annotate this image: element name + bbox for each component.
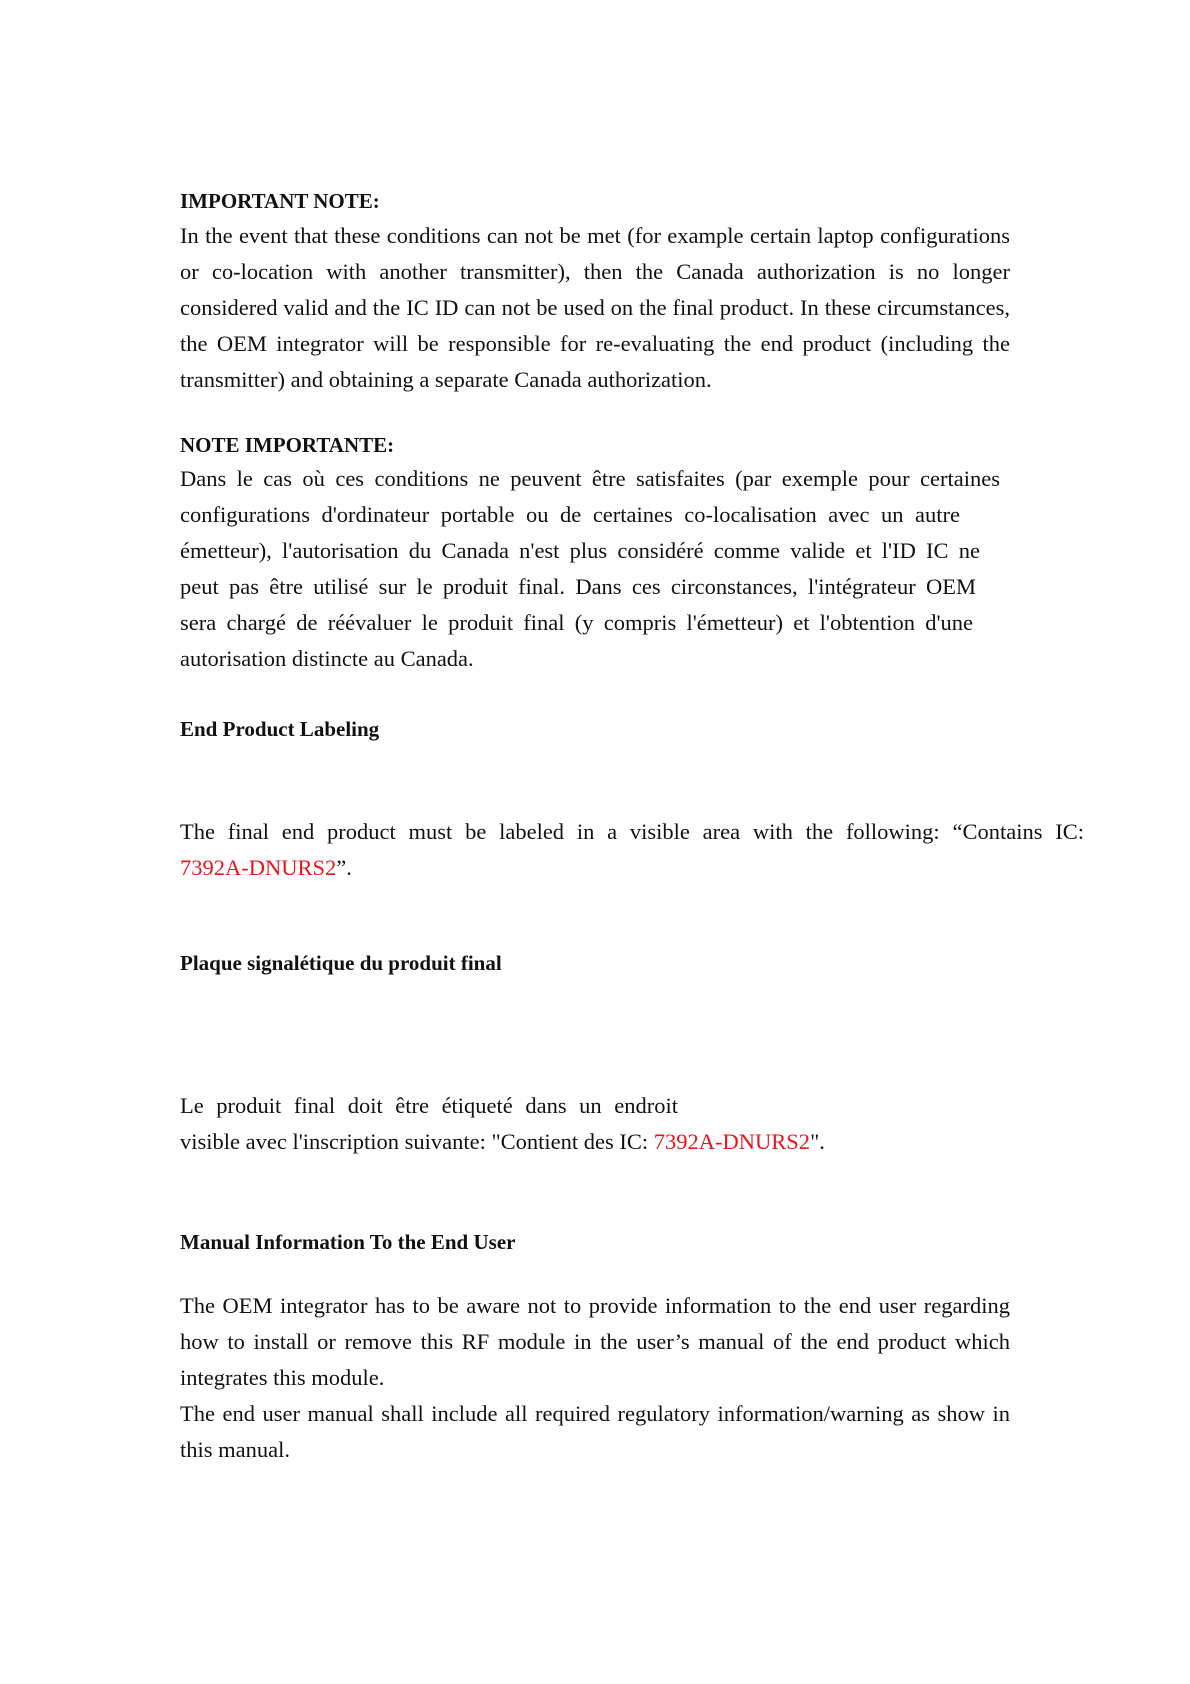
- labeling-line: The final end product must be labeled in a visible area with the following: “Contains IC:: [180, 819, 1084, 844]
- plaque-line: [180, 1124, 1010, 1160]
- note-importante-line: autorisation distincte au Canada.: [180, 646, 474, 671]
- manual-info-paragraph-2: The end user manual shall include all required regulatory information/warning as show in this manual.: [180, 1401, 1010, 1462]
- labeling-ic-line: [180, 850, 1084, 886]
- important-note-heading: IMPORTANT NOTE:: [180, 189, 380, 213]
- end-product-labeling-body: [180, 814, 1084, 886]
- document-page: [180, 0, 1084, 1684]
- end-product-labeling-heading: End Product Labeling: [180, 717, 380, 741]
- manual-info-paragraph-1: The OEM integrator has to be aware not to provide information to the end user regarding how to install or remove this RF module in the user’s manual of the end product which integrates this module.: [180, 1293, 1010, 1390]
- note-importante-line: émetteur), l'autorisation du Canada n'est plus considéré comme valide et l'ID IC ne: [180, 538, 980, 563]
- ic-number: 7392A-DNURS2: [653, 1129, 811, 1154]
- labeling-suffix: ”.: [336, 855, 352, 880]
- plaque-heading: Plaque signalétique du produit final: [180, 951, 502, 975]
- note-importante-heading: NOTE IMPORTANTE:: [180, 433, 395, 457]
- manual-info-heading: Manual Information To the End User: [180, 1230, 516, 1254]
- note-importante-line: peut pas être utilisé sur le produit final. Dans ces circonstances, l'intégrateur OEM: [180, 574, 976, 599]
- plaque-line: Le produit final doit être étiqueté dans un endroit: [180, 1093, 678, 1118]
- plaque-suffix: ".: [810, 1129, 825, 1154]
- important-note-body: In the event that these conditions can not be met (for example certain laptop configurations or co-location with another transmitter), then the Canada authorization is no longer considered valid and the IC ID can not be used on the final product. In these circumstances, the OEM integrator will be responsible for re-evaluating the end product (including the transmitter) and obtaining a separate Canada authorization.: [180, 223, 1010, 392]
- ic-number: 7392A-DNURS2: [180, 855, 337, 880]
- note-importante-body: [180, 461, 1000, 677]
- plaque-prefix: visible avec l'inscription suivante: "Contient des IC:: [180, 1129, 654, 1154]
- plaque-body: [180, 1088, 1010, 1160]
- note-importante-line: sera chargé de réévaluer le produit final (y compris l'émetteur) et l'obtention d'une: [180, 610, 973, 635]
- note-importante-line: configurations d'ordinateur portable ou de certaines co-localisation avec un autre: [180, 502, 960, 527]
- note-importante-line: Dans le cas où ces conditions ne peuvent être satisfaites (par exemple pour certaines: [180, 466, 1000, 491]
